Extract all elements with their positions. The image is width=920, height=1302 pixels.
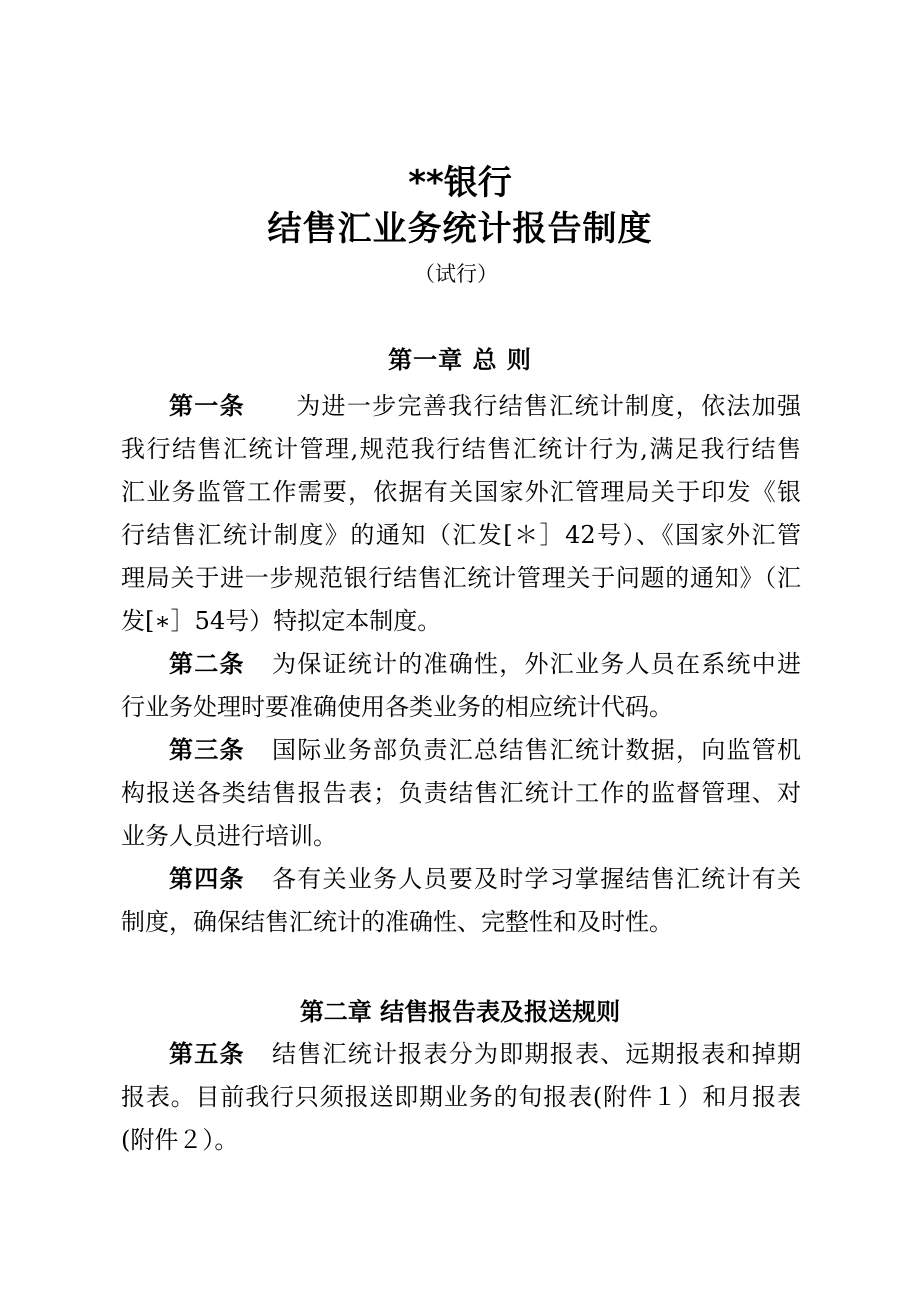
article-5-label: 第五条 <box>169 1040 245 1068</box>
article-5-line-1 <box>169 1034 801 1074</box>
article-5-line-3: (附件２）。 <box>121 1126 239 1154</box>
document-title-bank: **银行 <box>408 163 512 203</box>
document-subtitle-trial: （试行） <box>414 262 498 286</box>
chapter-2-heading: 第二章 结售报告表及报送规则 <box>299 998 621 1026</box>
article-1-line-1 <box>169 386 801 426</box>
article-1-line-3: 汇业务监管工作需要，依据有关国家外汇管理局关于印发《银 <box>121 478 801 506</box>
document-title: 结售汇业务统计报告制度 <box>267 209 653 249</box>
article-1-text: 为进一步完善我行结售汇统计制度，依法加强 <box>294 392 802 420</box>
article-2-line-2: 行业务处理时要准确使用各类业务的相应统计代码。 <box>121 693 673 721</box>
article-4-text: 各有关业务人员要及时学习掌握结售汇统计有关 <box>270 865 801 893</box>
article-2-label: 第二条 <box>169 650 245 678</box>
article-3-text: 国际业务部负责汇总结售汇统计数据，向监管机 <box>270 736 801 764</box>
article-3-label: 第三条 <box>169 736 245 764</box>
article-4-line-1 <box>169 859 801 899</box>
article-2-text: 为保证统计的准确性，外汇业务人员在系统中进 <box>270 650 801 678</box>
article-1-line-2: 我行结售汇统计管理,规范我行结售汇统计行为,满足我行结售 <box>121 435 801 463</box>
article-1-line-4: 行结售汇统计制度》的通知（汇发[＊］42号）、《国家外汇管 <box>121 521 801 549</box>
chapter-1-heading: 第一章 总 则 <box>388 346 532 374</box>
article-1-line-5: 理局关于进一步规范银行结售汇统计管理关于问题的通知》（汇 <box>121 564 801 592</box>
article-5-text: 结售汇统计报表分为即期报表、远期报表和掉期 <box>270 1040 801 1068</box>
article-5-line-2: 报表。目前我行只须报送即期业务的旬报表(附件１）和月报表 <box>121 1083 801 1111</box>
article-4-line-2: 制度，确保结售汇统计的准确性、完整性和及时性。 <box>121 908 673 936</box>
article-2-line-1 <box>169 644 801 684</box>
article-3-line-3: 业务人员进行培训。 <box>121 822 337 850</box>
article-3-line-1 <box>169 730 801 770</box>
article-1-label: 第一条 <box>169 392 245 420</box>
article-3-line-2: 构报送各类结售报告表；负责结售汇统计工作的监督管理、对 <box>121 779 801 807</box>
article-4-label: 第四条 <box>169 865 245 893</box>
article-1-line-6: 发[∗］54号）特拟定本制度。 <box>121 607 442 635</box>
